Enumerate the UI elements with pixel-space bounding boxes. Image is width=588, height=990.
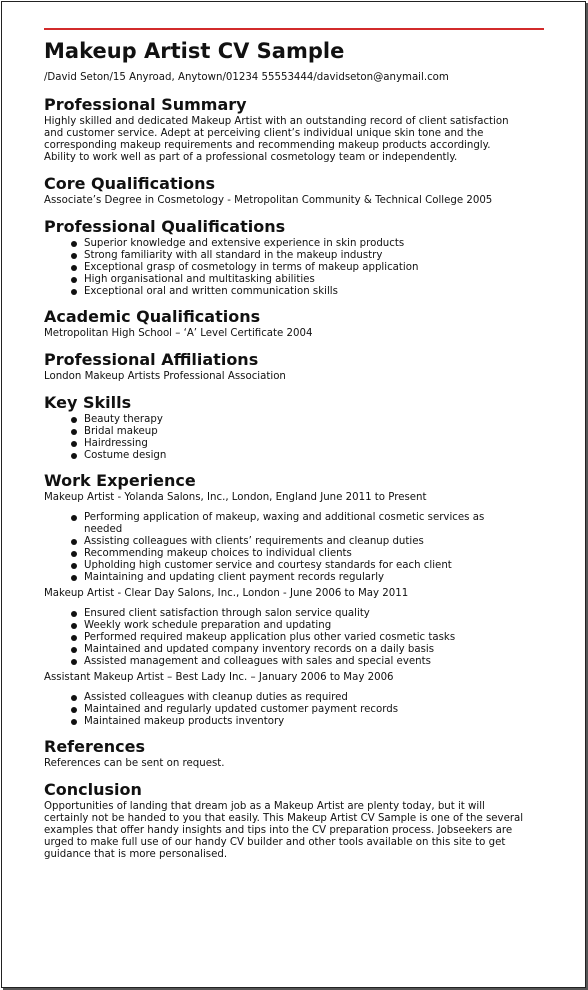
summary-paragraph <box>44 116 544 164</box>
academic-text: Metropolitan High School – ‘A’ Level Certificate 2004 <box>44 328 313 339</box>
references-text: References can be sent on request. <box>44 758 225 769</box>
conclusion-line: Opportunities of landing that dream job as a Makeup Artist are plenty today, but it will <box>44 801 485 812</box>
contact-line: /David Seton/15 Anyroad, Anytown/01234 55553444/davidseton@anymail.com <box>44 72 449 83</box>
list-item: Recommending makeup choices to individual clients <box>44 548 544 560</box>
list-item: Maintained and regularly updated customer payment records <box>44 704 544 716</box>
section-heading-professional-qualifications: Professional Qualifications <box>44 217 286 236</box>
professional-qualifications-list <box>44 238 544 298</box>
key-skills-list <box>44 414 544 462</box>
section-heading-conclusion: Conclusion <box>44 780 142 799</box>
section-heading-references: References <box>44 737 145 756</box>
document-title: Makeup Artist CV Sample <box>44 39 345 63</box>
summary-line: Highly skilled and dedicated Makeup Artist with an outstanding record of client satisfaction <box>44 116 509 127</box>
list-item: Exceptional grasp of cosmetology in terms of makeup application <box>44 262 544 274</box>
section-heading-work: Work Experience <box>44 471 196 490</box>
list-item: Strong familiarity with all standard in the makeup industry <box>44 250 544 262</box>
affiliations-text: London Makeup Artists Professional Association <box>44 371 286 382</box>
list-item: Superior knowledge and extensive experience in skin products <box>44 238 544 250</box>
job-duties-list <box>44 692 544 728</box>
conclusion-paragraph <box>44 801 544 861</box>
conclusion-line: certainly not be handed to you that easily. This Makeup Artist CV Sample is one of the several <box>44 813 524 824</box>
conclusion-line: urged to make full use of our handy CV builder and other tools available on this site to get <box>44 837 506 848</box>
job-title: Makeup Artist - Clear Day Salons, Inc., London - June 2006 to May 2011 <box>44 588 409 599</box>
list-item: Assisted management and colleagues with sales and special events <box>44 656 544 668</box>
list-item-continued: needed <box>84 524 123 535</box>
cv-content <box>44 94 544 861</box>
list-item: Performed required makeup application plus other varied cosmetic tasks <box>44 632 544 644</box>
list-item: Assisting colleagues with clients’ requirements and cleanup duties <box>44 536 544 548</box>
conclusion-line: examples that offer handy insights and tips into the CV preparation process. Jobseekers are <box>44 825 513 836</box>
list-item: Hairdressing <box>44 438 544 450</box>
list-item: Weekly work schedule preparation and updating <box>44 620 544 632</box>
core-qualification-text: Associate’s Degree in Cosmetology - Metropolitan Community & Technical College 2005 <box>44 195 493 206</box>
job-duties-list <box>44 512 544 584</box>
section-heading-core: Core Qualifications <box>44 174 215 193</box>
list-item: Ensured client satisfaction through salon service quality <box>44 608 544 620</box>
conclusion-line: guidance that is more personalised. <box>44 849 228 860</box>
summary-line: Ability to work well as part of a professional cosmetology team or independently. <box>44 152 458 163</box>
list-item: Beauty therapy <box>44 414 544 426</box>
section-heading-academic: Academic Qualifications <box>44 307 261 326</box>
section-heading-skills: Key Skills <box>44 393 132 412</box>
list-item: Maintained and updated company inventory records on a daily basis <box>44 644 544 656</box>
job-title: Makeup Artist - Yolanda Salons, Inc., London, England June 2011 to Present <box>44 492 427 503</box>
summary-line: and customer service. Adept at perceiving client’s individual unique skin tone and the <box>44 128 484 139</box>
job-title: Assistant Makeup Artist – Best Lady Inc. – January 2006 to May 2006 <box>44 672 394 683</box>
list-item: Maintaining and updating client payment records regularly <box>44 572 544 584</box>
list-item: Costume design <box>44 450 544 462</box>
list-item: Maintained makeup products inventory <box>44 716 544 728</box>
list-item: Bridal makeup <box>44 426 544 438</box>
summary-line: corresponding makeup requirements and recommending makeup products accordingly. <box>44 140 491 151</box>
section-heading-affiliations: Professional Affiliations <box>44 350 259 369</box>
list-item: Performing application of makeup, waxing and additional cosmetic services as <box>44 512 544 524</box>
list-item: Upholding high customer service and courtesy standards for each client <box>44 560 544 572</box>
list-item: Exceptional oral and written communication skills <box>44 286 544 298</box>
list-item: High organisational and multitasking abilities <box>44 274 544 286</box>
section-heading-summary: Professional Summary <box>44 95 247 114</box>
accent-rule <box>44 28 544 30</box>
job-duties-list <box>44 608 544 668</box>
list-item: Assisted colleagues with cleanup duties as required <box>44 692 544 704</box>
